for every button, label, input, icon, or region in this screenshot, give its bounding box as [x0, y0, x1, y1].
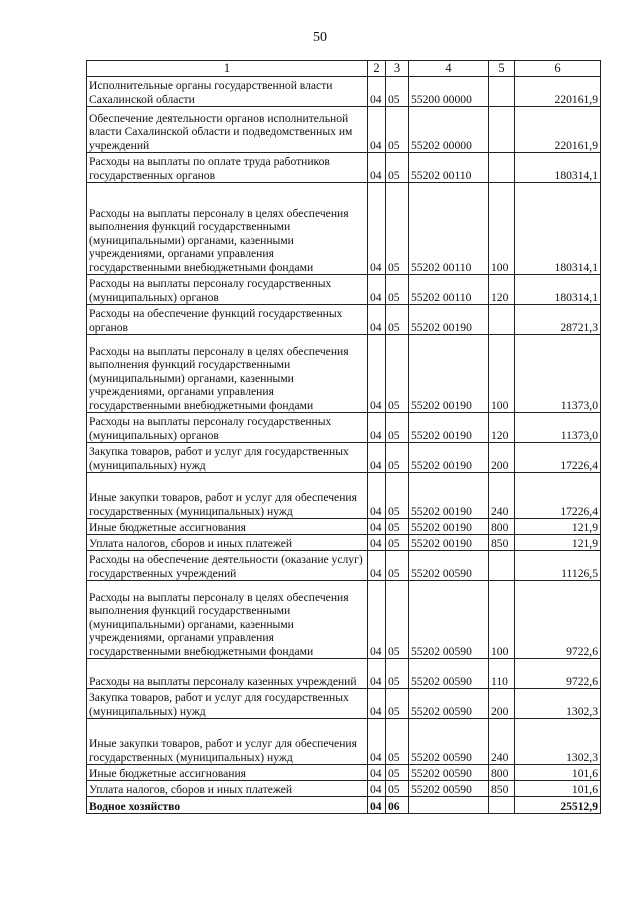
- cell-expense-type: 240: [489, 473, 515, 519]
- cell-section: 04: [368, 535, 386, 551]
- cell-expense-type: 100: [489, 335, 515, 413]
- cell-subsection: 05: [386, 413, 409, 443]
- cell-name: Исполнительные органы государственной власти Сахалинской области: [87, 77, 368, 107]
- cell-amount: 11126,5: [515, 551, 601, 581]
- table-row: [87, 797, 601, 814]
- cell-subsection: 05: [386, 275, 409, 305]
- cell-section: 04: [368, 781, 386, 797]
- cell-section: 04: [368, 107, 386, 153]
- cell-target-article: 55202 00590: [409, 659, 489, 689]
- cell-name: Расходы на выплаты персоналу казенных учреждений: [87, 659, 368, 689]
- table-row: [87, 335, 601, 413]
- table-row: [87, 689, 601, 719]
- cell-target-article: 55202 00000: [409, 107, 489, 153]
- cell-subsection: 06: [386, 797, 409, 814]
- budget-table: [86, 60, 601, 814]
- cell-target-article: 55202 00590: [409, 581, 489, 659]
- cell-target-article: 55202 00590: [409, 781, 489, 797]
- cell-target-article: 55202 00190: [409, 443, 489, 473]
- cell-name: Уплата налогов, сборов и иных платежей: [87, 535, 368, 551]
- cell-section: 04: [368, 765, 386, 781]
- cell-amount: 17226,4: [515, 443, 601, 473]
- cell-amount: 11373,0: [515, 413, 601, 443]
- table-row: [87, 77, 601, 107]
- header-col-amount: 6: [515, 61, 601, 77]
- cell-name: Иные закупки товаров, работ и услуг для обеспечения государственных (муниципальных) нужд: [87, 473, 368, 519]
- cell-target-article: 55202 00590: [409, 551, 489, 581]
- cell-amount: 25512,9: [515, 797, 601, 814]
- cell-name: Закупка товаров, работ и услуг для государственных (муниципальных) нужд: [87, 443, 368, 473]
- cell-expense-type: 120: [489, 275, 515, 305]
- cell-subsection: 05: [386, 551, 409, 581]
- cell-section: 04: [368, 551, 386, 581]
- cell-name: Расходы на выплаты по оплате труда работников государственных органов: [87, 153, 368, 183]
- cell-section: 04: [368, 659, 386, 689]
- cell-section: 04: [368, 305, 386, 335]
- cell-subsection: 05: [386, 689, 409, 719]
- cell-target-article: [409, 797, 489, 814]
- table-row: [87, 275, 601, 305]
- cell-expense-type: 800: [489, 765, 515, 781]
- table-row: [87, 659, 601, 689]
- header-col-section: 2: [368, 61, 386, 77]
- cell-name: Расходы на выплаты персоналу в целях обеспечения выполнения функций государственными (муниципальными) органами, казенными учреждениями, органами управления государственными внебюджетными фондами: [87, 335, 368, 413]
- cell-target-article: 55202 00190: [409, 473, 489, 519]
- cell-section: 04: [368, 413, 386, 443]
- cell-expense-type: [489, 797, 515, 814]
- cell-target-article: 55202 00110: [409, 183, 489, 275]
- table-row: [87, 305, 601, 335]
- cell-name: Уплата налогов, сборов и иных платежей: [87, 781, 368, 797]
- cell-amount: 1302,3: [515, 719, 601, 765]
- cell-name: Расходы на выплаты персоналу государственных (муниципальных) органов: [87, 275, 368, 305]
- cell-section: 04: [368, 275, 386, 305]
- cell-expense-type: 110: [489, 659, 515, 689]
- cell-expense-type: 800: [489, 519, 515, 535]
- header-col-expense-type: 5: [489, 61, 515, 77]
- cell-subsection: 05: [386, 77, 409, 107]
- table-header-row: [87, 61, 601, 77]
- table-row: [87, 183, 601, 275]
- cell-subsection: 05: [386, 581, 409, 659]
- cell-subsection: 05: [386, 183, 409, 275]
- table-row: [87, 581, 601, 659]
- cell-subsection: 05: [386, 305, 409, 335]
- cell-subsection: 05: [386, 153, 409, 183]
- cell-subsection: 05: [386, 107, 409, 153]
- cell-name: Иные бюджетные ассигнования: [87, 765, 368, 781]
- cell-name: Закупка товаров, работ и услуг для государственных (муниципальных) нужд: [87, 689, 368, 719]
- cell-name: Иные закупки товаров, работ и услуг для обеспечения государственных (муниципальных) нужд: [87, 719, 368, 765]
- cell-section: 04: [368, 443, 386, 473]
- cell-expense-type: 200: [489, 443, 515, 473]
- table-row: [87, 519, 601, 535]
- table-row: [87, 473, 601, 519]
- cell-section: 04: [368, 473, 386, 519]
- cell-name: Расходы на выплаты персоналу в целях обеспечения выполнения функций государственными (муниципальными) органами, казенными учреждениями, органами управления государственными внебюджетными фондами: [87, 183, 368, 275]
- cell-section: 04: [368, 183, 386, 275]
- cell-name: Расходы на обеспечение деятельности (оказание услуг) государственных учреждений: [87, 551, 368, 581]
- cell-expense-type: 240: [489, 719, 515, 765]
- cell-name: Расходы на выплаты персоналу государственных (муниципальных) органов: [87, 413, 368, 443]
- header-col-subsection: 3: [386, 61, 409, 77]
- table-row: [87, 107, 601, 153]
- cell-amount: 9722,6: [515, 581, 601, 659]
- table-row: [87, 153, 601, 183]
- cell-expense-type: 850: [489, 535, 515, 551]
- cell-expense-type: 200: [489, 689, 515, 719]
- table-row: [87, 719, 601, 765]
- cell-target-article: 55202 00110: [409, 275, 489, 305]
- table-row: [87, 443, 601, 473]
- cell-name: Водное хозяйство: [87, 797, 368, 814]
- cell-amount: 121,9: [515, 519, 601, 535]
- cell-section: 04: [368, 797, 386, 814]
- cell-expense-type: 100: [489, 183, 515, 275]
- table-row: [87, 413, 601, 443]
- cell-expense-type: 850: [489, 781, 515, 797]
- cell-expense-type: [489, 305, 515, 335]
- cell-target-article: 55202 00190: [409, 305, 489, 335]
- cell-name: Иные бюджетные ассигнования: [87, 519, 368, 535]
- cell-section: 04: [368, 719, 386, 765]
- cell-amount: 180314,1: [515, 183, 601, 275]
- cell-subsection: 05: [386, 535, 409, 551]
- cell-amount: 101,6: [515, 765, 601, 781]
- cell-name: Расходы на обеспечение функций государственных органов: [87, 305, 368, 335]
- cell-target-article: 55200 00000: [409, 77, 489, 107]
- cell-amount: 101,6: [515, 781, 601, 797]
- cell-expense-type: 120: [489, 413, 515, 443]
- cell-subsection: 05: [386, 719, 409, 765]
- cell-target-article: 55202 00190: [409, 535, 489, 551]
- cell-target-article: 55202 00190: [409, 519, 489, 535]
- cell-amount: 11373,0: [515, 335, 601, 413]
- cell-amount: 1302,3: [515, 689, 601, 719]
- cell-subsection: 05: [386, 335, 409, 413]
- cell-expense-type: 100: [489, 581, 515, 659]
- cell-expense-type: [489, 77, 515, 107]
- cell-section: 04: [368, 77, 386, 107]
- cell-target-article: 55202 00190: [409, 413, 489, 443]
- cell-target-article: 55202 00110: [409, 153, 489, 183]
- cell-target-article: 55202 00190: [409, 335, 489, 413]
- cell-target-article: 55202 00590: [409, 765, 489, 781]
- cell-subsection: 05: [386, 781, 409, 797]
- cell-amount: 17226,4: [515, 473, 601, 519]
- cell-section: 04: [368, 519, 386, 535]
- header-col-name: 1: [87, 61, 368, 77]
- cell-section: 04: [368, 689, 386, 719]
- cell-expense-type: [489, 551, 515, 581]
- header-col-target-article: 4: [409, 61, 489, 77]
- cell-subsection: 05: [386, 473, 409, 519]
- cell-section: 04: [368, 581, 386, 659]
- cell-amount: 180314,1: [515, 275, 601, 305]
- cell-subsection: 05: [386, 765, 409, 781]
- cell-amount: 121,9: [515, 535, 601, 551]
- cell-section: 04: [368, 153, 386, 183]
- cell-expense-type: [489, 153, 515, 183]
- cell-amount: 28721,3: [515, 305, 601, 335]
- cell-expense-type: [489, 107, 515, 153]
- cell-subsection: 05: [386, 659, 409, 689]
- cell-subsection: 05: [386, 519, 409, 535]
- cell-amount: 220161,9: [515, 77, 601, 107]
- cell-amount: 9722,6: [515, 659, 601, 689]
- cell-name: Обеспечение деятельности органов исполнительной власти Сахалинской области и подведомственных им учреждений: [87, 107, 368, 153]
- table-body: [87, 77, 601, 814]
- cell-amount: 180314,1: [515, 153, 601, 183]
- cell-section: 04: [368, 335, 386, 413]
- cell-name: Расходы на выплаты персоналу в целях обеспечения выполнения функций государственными (муниципальными) органами, казенными учреждениями, органами управления государственными внебюджетными фондами: [87, 581, 368, 659]
- cell-amount: 220161,9: [515, 107, 601, 153]
- table-row: [87, 765, 601, 781]
- table-row: [87, 535, 601, 551]
- page-number: 50: [313, 30, 327, 45]
- cell-target-article: 55202 00590: [409, 689, 489, 719]
- table-row: [87, 781, 601, 797]
- table-row: [87, 551, 601, 581]
- cell-subsection: 05: [386, 443, 409, 473]
- cell-target-article: 55202 00590: [409, 719, 489, 765]
